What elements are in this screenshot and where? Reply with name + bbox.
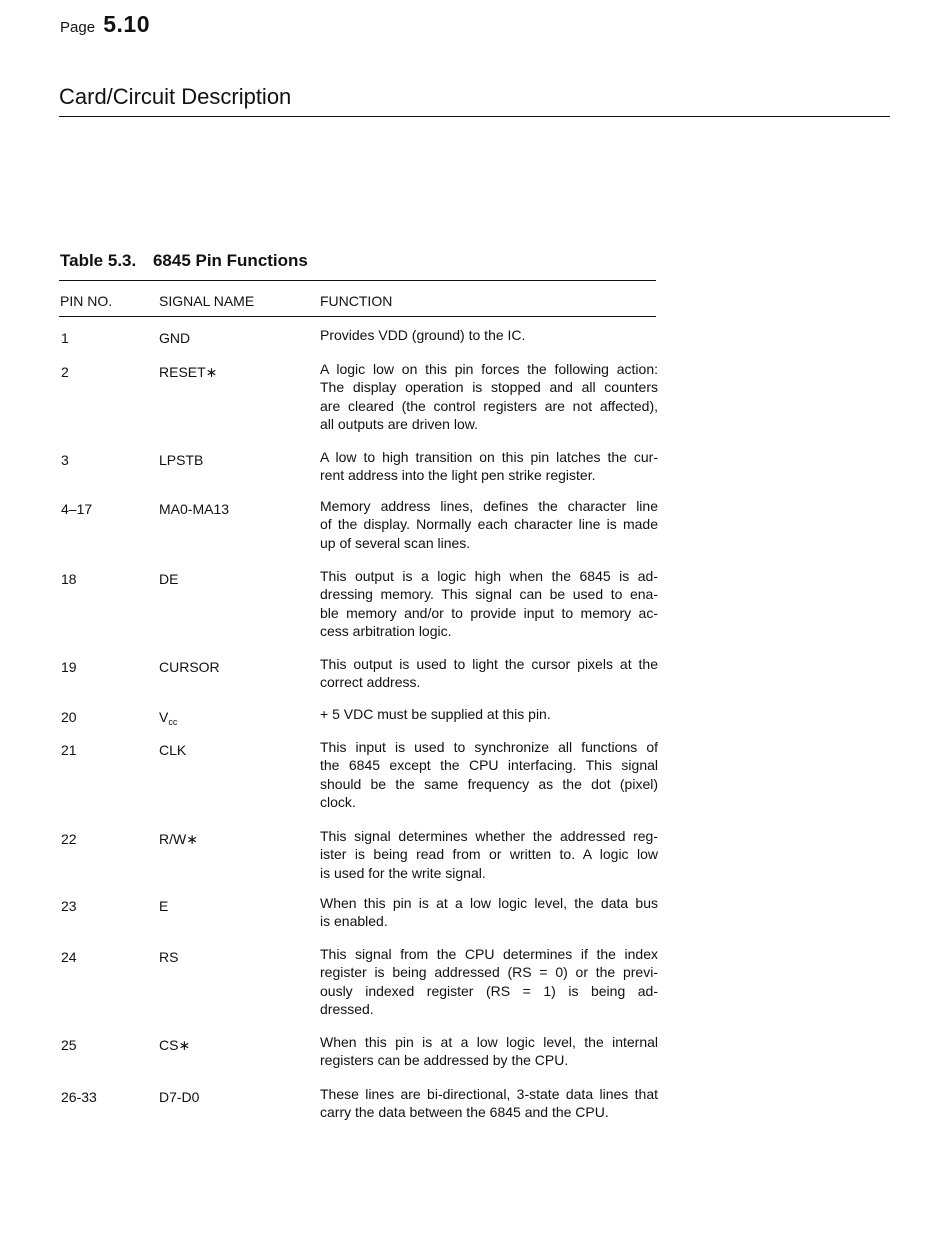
function-line: clock. bbox=[320, 793, 356, 810]
function-line: ously indexed register (RS = 1) is being ad- bbox=[320, 982, 658, 999]
function-line: These lines are bi-directional, 3-state data lines that bbox=[320, 1086, 658, 1102]
signal-name-text: CLK bbox=[159, 742, 187, 758]
signal-name bbox=[159, 742, 186, 758]
signal-name-text: RESET∗ bbox=[159, 364, 218, 380]
function-line: dressing memory. This signal can be used to ena- bbox=[320, 586, 658, 603]
pin-number: 25 bbox=[61, 1037, 77, 1053]
table-top-rule bbox=[59, 280, 656, 281]
function-line: rent address into the light pen strike register. bbox=[320, 467, 596, 484]
function-line: This output is a logic high when the 6845 is ad- bbox=[320, 568, 658, 584]
signal-name-text: CURSOR bbox=[159, 659, 220, 675]
function-line: of the display. Normally each character line is made bbox=[320, 516, 658, 533]
function-description bbox=[320, 1085, 658, 1122]
signal-name-text: D7-D0 bbox=[159, 1089, 200, 1105]
signal-name-text: R/W∗ bbox=[159, 831, 198, 847]
signal-name bbox=[159, 831, 198, 848]
pin-number: 23 bbox=[61, 898, 77, 914]
function-line: are cleared (the control registers are not affected), bbox=[320, 397, 658, 414]
function-description bbox=[320, 448, 658, 485]
signal-name-text: MA0-MA13 bbox=[159, 501, 230, 517]
function-description bbox=[320, 894, 658, 931]
function-description bbox=[320, 827, 658, 882]
pin-number: 18 bbox=[61, 571, 77, 587]
function-line: is enabled. bbox=[320, 913, 388, 930]
function-line: Memory address lines, defines the character line bbox=[320, 498, 658, 514]
signal-name bbox=[159, 1089, 199, 1105]
pin-number: 3 bbox=[61, 452, 69, 468]
table-caption-label: Table 5.3. bbox=[60, 251, 137, 270]
column-header-pin: PIN NO. bbox=[60, 293, 113, 309]
function-line: The display operation is stopped and all counters bbox=[320, 379, 658, 396]
function-line: A logic low on this pin forces the following action: bbox=[320, 361, 658, 377]
function-line: + 5 VDC must be supplied at this pin. bbox=[320, 706, 551, 722]
signal-name bbox=[159, 659, 220, 675]
signal-name-text: DE bbox=[159, 571, 179, 587]
function-line: ble memory and/or to provide input to memory ac- bbox=[320, 604, 658, 621]
function-line: Provides VDD (ground) to the IC. bbox=[320, 327, 526, 343]
function-description bbox=[320, 655, 658, 692]
function-line: This signal from the CPU determines if the index bbox=[320, 946, 658, 962]
function-description bbox=[320, 497, 658, 552]
signal-name bbox=[159, 1037, 190, 1054]
table-header-rule bbox=[59, 316, 656, 317]
signal-name bbox=[159, 571, 178, 587]
function-line: ister is being read from or written to. A logic low bbox=[320, 846, 658, 863]
signal-name-text: LPSTB bbox=[159, 452, 204, 468]
function-line: This output is used to light the cursor pixels at the bbox=[320, 656, 658, 672]
function-line: When this pin is at a low logic level, the internal bbox=[320, 1034, 658, 1050]
pin-number: 24 bbox=[61, 949, 77, 965]
page-word: Page bbox=[60, 19, 96, 36]
function-description bbox=[320, 1033, 658, 1070]
signal-name bbox=[159, 898, 168, 914]
function-description bbox=[320, 326, 658, 344]
function-line: This input is used to synchronize all functions of bbox=[320, 739, 658, 755]
function-line: When this pin is at a low logic level, the data bus bbox=[320, 895, 658, 911]
signal-name-subscript: cc bbox=[168, 717, 178, 727]
function-line: carry the data between the 6845 and the CPU. bbox=[320, 1104, 609, 1121]
section-title: Card/Circuit Description bbox=[59, 84, 292, 109]
signal-name-text: E bbox=[159, 898, 169, 914]
function-line: correct address. bbox=[320, 674, 421, 691]
signal-name-text: RS bbox=[159, 949, 179, 965]
function-line: A low to high transition on this pin latches the cur- bbox=[320, 449, 658, 465]
page-label bbox=[60, 11, 150, 38]
signal-name-text: CS∗ bbox=[159, 1037, 191, 1053]
pin-number: 19 bbox=[61, 659, 77, 675]
pin-number: 22 bbox=[61, 831, 77, 847]
function-description bbox=[320, 360, 658, 433]
signal-name bbox=[159, 452, 203, 468]
signal-name bbox=[159, 330, 190, 346]
function-line: registers can be addressed by the CPU. bbox=[320, 1052, 569, 1069]
signal-name-text: GND bbox=[159, 330, 191, 346]
function-description bbox=[320, 705, 658, 723]
header-rule bbox=[59, 116, 890, 117]
function-line: the 6845 except the CPU interfacing. This signal bbox=[320, 757, 658, 774]
function-description bbox=[320, 567, 658, 640]
function-line: is used for the write signal. bbox=[320, 864, 486, 881]
signal-name bbox=[159, 364, 217, 381]
pin-number: 26-33 bbox=[61, 1089, 97, 1105]
function-description bbox=[320, 945, 658, 1018]
pin-number: 21 bbox=[61, 742, 77, 758]
column-header-signal: SIGNAL NAME bbox=[159, 293, 255, 309]
signal-name bbox=[159, 949, 178, 965]
pin-number: 20 bbox=[61, 709, 77, 725]
pin-number: 4–17 bbox=[61, 501, 93, 517]
signal-name bbox=[159, 501, 229, 517]
table-caption-title: 6845 Pin Functions bbox=[152, 251, 308, 270]
function-line: dressed. bbox=[320, 1000, 374, 1017]
function-line: up of several scan lines. bbox=[320, 534, 471, 551]
function-description bbox=[320, 738, 658, 811]
table-caption bbox=[60, 251, 308, 271]
function-line: register is being addressed (RS = 0) or the previ- bbox=[320, 964, 658, 981]
signal-name-text: V bbox=[159, 709, 169, 725]
page-number: 5.10 bbox=[103, 11, 150, 37]
pin-number: 2 bbox=[61, 364, 69, 380]
pin-number: 1 bbox=[61, 330, 69, 346]
column-header-function: FUNCTION bbox=[320, 293, 393, 309]
function-line: should be the same frequency as the dot (pixel) bbox=[320, 775, 658, 792]
function-line: all outputs are driven low. bbox=[320, 415, 478, 432]
function-line: This signal determines whether the addressed reg- bbox=[320, 828, 658, 844]
function-line: cess arbitration logic. bbox=[320, 622, 452, 639]
signal-name bbox=[159, 709, 177, 727]
